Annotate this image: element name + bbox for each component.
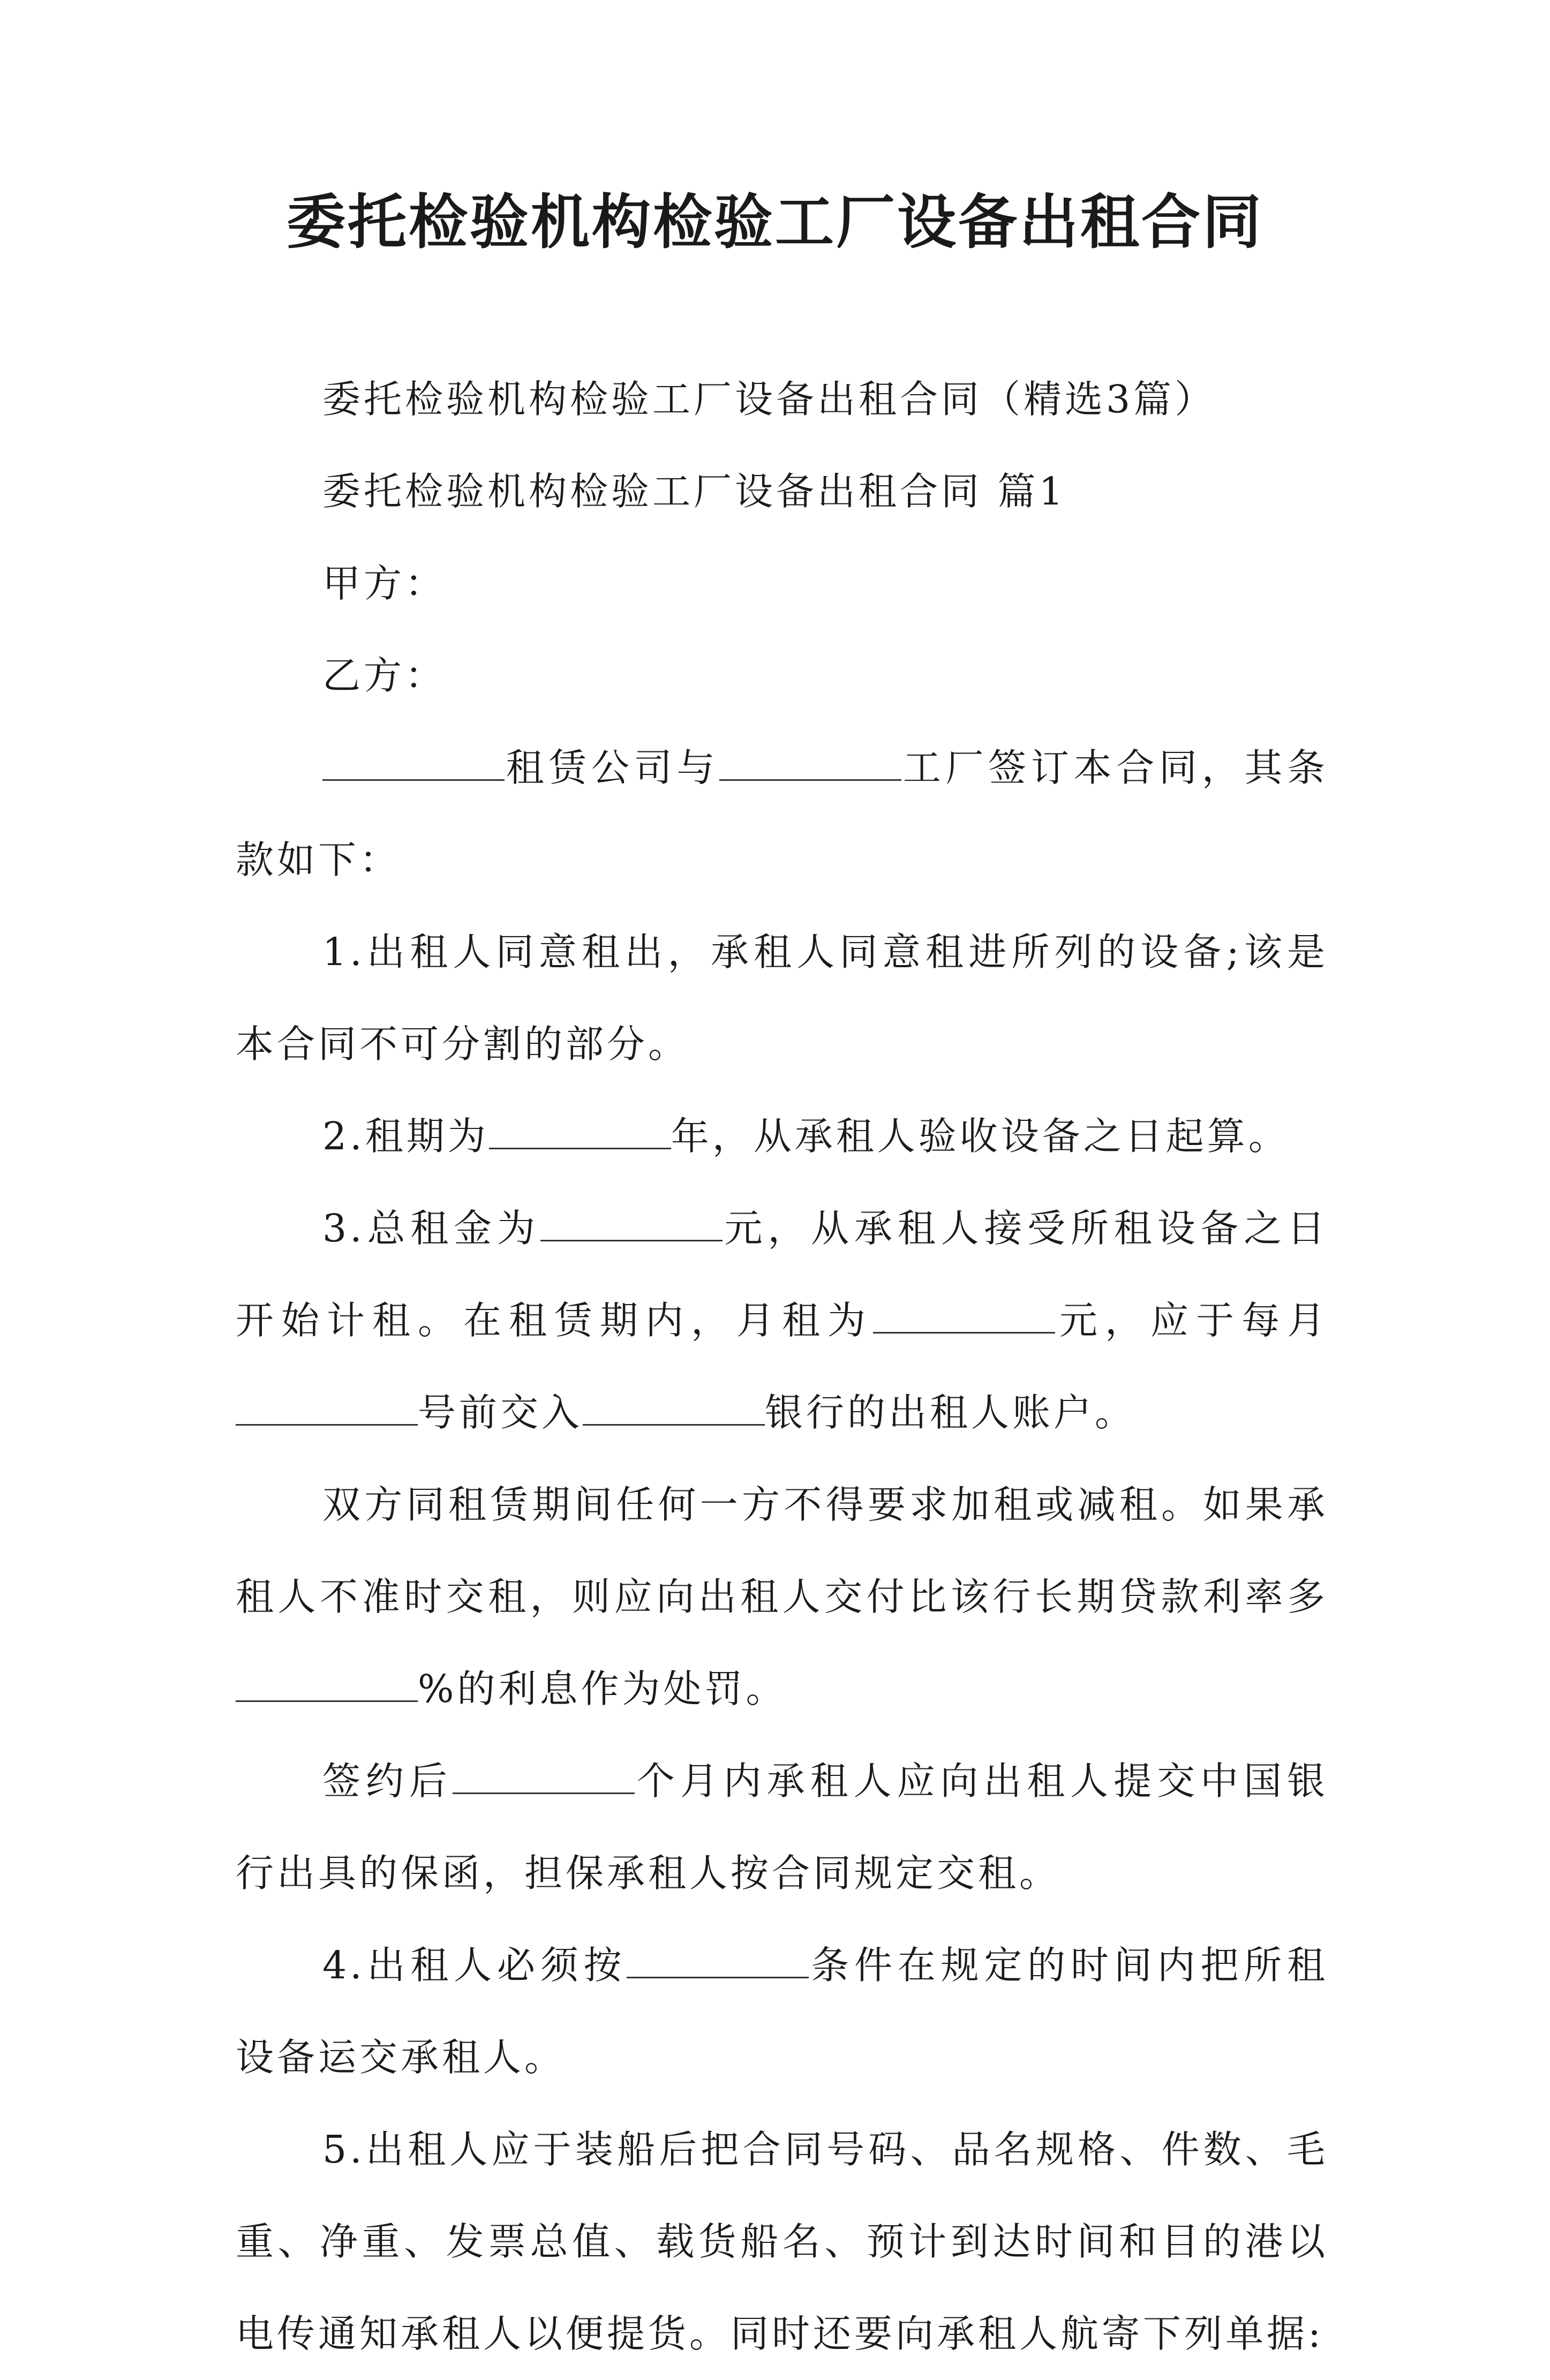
clause-5: 5.出租人应于装船后把合同号码、品名规格、件数、毛重、净重、发票总值、载货船名、预计到达时间和目的港以电传通知承租人以便提货。同时还要向承租人航寄下列单据: [236, 2127, 1328, 2356]
intro-text-1: 租赁公司与 [505, 745, 720, 790]
guarantee-paragraph [236, 1735, 1328, 1919]
blank-field [627, 1945, 809, 1978]
blank-field [489, 1116, 671, 1149]
intro-text-2: 工厂签订本合同，其条款如下： [236, 745, 1328, 882]
blank-field [453, 1760, 635, 1794]
intro-paragraph [236, 722, 1328, 906]
clause-4-text-2: 条件在规定的时间内把所租设备运交承租人。 [236, 1943, 1328, 2080]
guarantee-text-2: 个月内承租人应向出租人提交中国银行出具的保函，担保承租人按合同规定交租。 [236, 1759, 1328, 1895]
clause-3-text-4: 号前交入 [418, 1390, 583, 1435]
clause-3-text-5: 银行的出租人账户。 [765, 1390, 1137, 1435]
blank-field [236, 1668, 418, 1702]
party-b-label: 乙方： [322, 653, 447, 698]
clause-2-text-1: 2.租期为 [322, 1114, 489, 1158]
document-body [236, 353, 1328, 2380]
guarantee-text-1: 签约后 [322, 1759, 453, 1803]
section-heading: 委托检验机构检验工厂设备出租合同 篇1 [322, 469, 1066, 514]
penalty-text-2: %的利息作为处罚。 [418, 1667, 787, 1711]
blank-field [540, 1208, 723, 1241]
clause-1: 1.出租人同意租出，承租人同意租进所列的设备;该是本合同不可分割的部分。 [236, 930, 1328, 1066]
blank-field [236, 1392, 418, 1426]
penalty-text-1: 双方同租赁期间任何一方不得要求加租或减租。如果承租人不准时交租，则应向出租人交付比该行长期贷款利率多 [236, 1482, 1328, 1619]
penalty-paragraph [236, 1459, 1328, 1735]
clause-4-text-1: 4.出租人必须按 [322, 1943, 627, 1987]
party-a-label: 甲方： [322, 561, 447, 606]
clause-2-text-2: 年，从承租人验收设备之日起算。 [671, 1114, 1290, 1158]
clause-3 [236, 1183, 1328, 1459]
clause-3-text-1: 3.总租金为 [322, 1206, 540, 1251]
blank-field [583, 1392, 765, 1426]
blank-field [873, 1300, 1055, 1334]
clause-4 [236, 1919, 1328, 2104]
clause-2 [236, 1090, 1328, 1183]
clause-3-text-2: 元，从承租人接受所租设备之日开始计租。在租赁期内，月租为 [236, 1206, 1328, 1343]
blank-field [322, 747, 505, 781]
document-title: 委托检验机构检验工厂设备出租合同 [287, 187, 1263, 257]
blank-field [719, 747, 901, 781]
clause-3-text-3: 元，应于每月 [1055, 1298, 1328, 1343]
subtitle-line: 委托检验机构检验工厂设备出租合同（精选3篇） [322, 377, 1216, 421]
